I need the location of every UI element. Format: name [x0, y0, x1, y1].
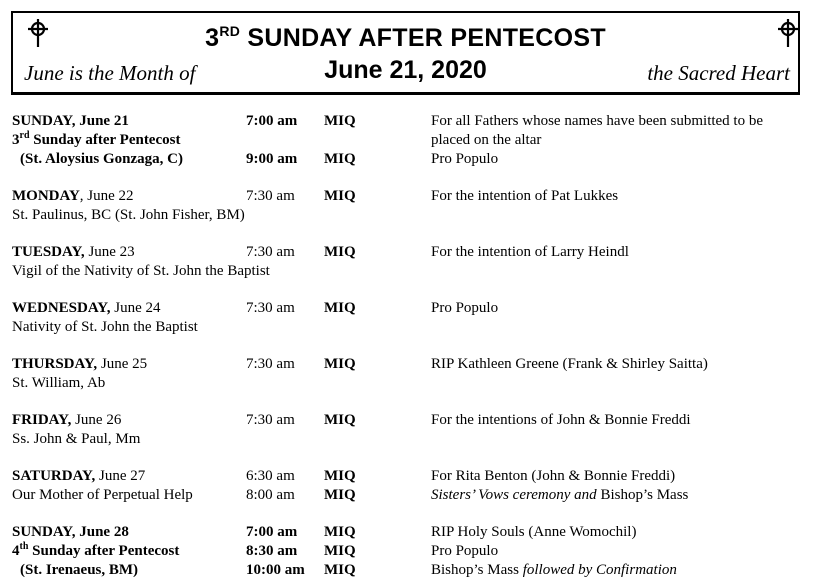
- celebrant: MIQ: [324, 562, 356, 578]
- schedule-line: [12, 523, 804, 542]
- mass-time: 6:30 am: [246, 468, 295, 484]
- feast-label: St. Paulinus, BC (St. John Fisher, BM): [12, 207, 245, 223]
- schedule-line: [12, 411, 804, 430]
- header-left-text: June is the Month of: [24, 61, 196, 85]
- schedule-line: [12, 262, 804, 281]
- mass-intention: For the intention of Larry Heindl: [431, 244, 629, 260]
- bulletin-header: [11, 11, 800, 95]
- day-label: WEDNESDAY,: [12, 300, 111, 316]
- schedule-entry: [12, 467, 804, 505]
- day-feast: [12, 523, 129, 542]
- day-date: , June 22: [79, 188, 134, 204]
- schedule-line: [12, 318, 804, 337]
- mass-time: 7:00 am: [246, 113, 298, 129]
- header-date: June 21, 2020: [324, 56, 487, 84]
- feast-label: Ss. John & Paul, Mm: [12, 431, 141, 447]
- schedule-line: [12, 131, 804, 150]
- day-feast: [12, 355, 147, 374]
- mass-intention: Pro Populo: [431, 300, 499, 316]
- day-feast: [12, 299, 161, 318]
- day-feast: [12, 262, 270, 281]
- day-feast: [12, 206, 245, 225]
- celebrant: MIQ: [324, 113, 356, 129]
- mass-intention: Bishop’s Mass followed by Confirmation: [431, 562, 677, 578]
- day-feast: [12, 150, 183, 169]
- mass-time: 8:30 am: [246, 543, 298, 559]
- schedule-entry: [12, 411, 804, 449]
- day-feast: [12, 561, 138, 580]
- day-feast: [12, 486, 193, 505]
- feast-label: 4th Sunday after Pentecost: [12, 541, 180, 559]
- day-date: June 26: [71, 412, 122, 428]
- schedule-line: [12, 374, 804, 393]
- feast-label: (St. Irenaeus, BM): [20, 562, 139, 578]
- schedule-line: [12, 187, 804, 206]
- feast-label: (St. Aloysius Gonzaga, C): [20, 151, 183, 167]
- mass-intention: For the intention of Pat Lukkes: [431, 188, 619, 204]
- celebrant: MIQ: [324, 412, 356, 428]
- day-label: SUNDAY, June 21: [12, 113, 129, 129]
- mass-intention: placed on the altar: [431, 132, 542, 148]
- schedule-line: [12, 561, 804, 580]
- schedule-entry: [12, 112, 804, 169]
- mass-time: 10:00 am: [246, 562, 305, 578]
- schedule-entry: [12, 187, 804, 225]
- mass-time: 7:30 am: [246, 356, 295, 372]
- mass-time: 8:00 am: [246, 487, 295, 503]
- day-feast: [12, 374, 105, 393]
- day-label: SUNDAY, June 28: [12, 524, 129, 540]
- schedule-line: [12, 486, 804, 505]
- mass-intention: Pro Populo: [431, 151, 499, 167]
- schedule-line: [12, 243, 804, 262]
- celebrant: MIQ: [324, 300, 356, 316]
- mass-time: 9:00 am: [246, 151, 298, 167]
- mass-intention: RIP Kathleen Greene (Frank & Shirley Saitta): [431, 356, 708, 372]
- celebrant: MIQ: [324, 468, 356, 484]
- day-feast: [12, 112, 129, 131]
- header-right-text: the Sacred Heart: [647, 61, 790, 85]
- mass-time: 7:30 am: [246, 244, 295, 260]
- day-label: FRIDAY,: [12, 412, 72, 428]
- schedule-line: [12, 355, 804, 374]
- day-feast: [12, 430, 140, 449]
- celebrant: MIQ: [324, 244, 356, 260]
- schedule-entry: [12, 523, 804, 580]
- day-date: June 23: [84, 244, 135, 260]
- celebrant: MIQ: [324, 188, 356, 204]
- mass-time: 7:30 am: [246, 188, 295, 204]
- celebrant: MIQ: [324, 151, 356, 167]
- day-label: THURSDAY,: [12, 356, 98, 372]
- day-date: June 27: [95, 468, 146, 484]
- schedule-entry: [12, 243, 804, 281]
- day-feast: [12, 411, 121, 430]
- schedule-line: [12, 542, 804, 561]
- mass-intention: For all Fathers whose names have been submitted to be: [431, 113, 764, 129]
- day-feast: [12, 318, 198, 337]
- feast-label: Our Mother of Perpetual Help: [12, 487, 193, 503]
- feast-label: Vigil of the Nativity of St. John the Baptist: [12, 263, 270, 279]
- mass-time: 7:00 am: [246, 524, 298, 540]
- mass-time: 7:30 am: [246, 300, 295, 316]
- day-label: SATURDAY,: [12, 468, 96, 484]
- schedule-entry: [12, 299, 804, 337]
- mass-intention: Pro Populo: [431, 543, 499, 559]
- schedule-line: [12, 112, 804, 131]
- schedule-line: [12, 150, 804, 169]
- day-feast: [12, 243, 135, 262]
- day-label: MONDAY: [12, 188, 80, 204]
- schedule-line: [12, 299, 804, 318]
- day-feast: [12, 131, 180, 150]
- celebrant: MIQ: [324, 524, 356, 540]
- day-date: June 25: [97, 356, 148, 372]
- feast-label: Nativity of St. John the Baptist: [12, 319, 198, 335]
- mass-intention: For Rita Benton (John & Bonnie Freddi): [431, 468, 676, 484]
- day-feast: [12, 542, 179, 561]
- schedule-line: [12, 430, 804, 449]
- schedule-line: [12, 206, 804, 225]
- day-date: June 24: [110, 300, 161, 316]
- feast-label: 3rd Sunday after Pentecost: [12, 130, 181, 148]
- day-feast: [12, 467, 145, 486]
- schedule-entry: [12, 355, 804, 393]
- mass-intention: Sisters’ Vows ceremony and Bishop’s Mass: [431, 487, 689, 503]
- mass-schedule: [12, 112, 804, 580]
- celebrant: MIQ: [324, 356, 356, 372]
- schedule-line: [12, 467, 804, 486]
- mass-time: 7:30 am: [246, 412, 295, 428]
- celebrant: MIQ: [324, 487, 356, 503]
- day-label: TUESDAY,: [12, 244, 85, 260]
- page-title: 3RD SUNDAY AFTER PENTECOST: [205, 23, 606, 52]
- day-feast: [12, 187, 134, 206]
- mass-intention: For the intentions of John & Bonnie Freddi: [431, 412, 691, 428]
- celebrant: MIQ: [324, 543, 356, 559]
- feast-label: St. William, Ab: [12, 375, 106, 391]
- mass-intention: RIP Holy Souls (Anne Womochil): [431, 524, 637, 540]
